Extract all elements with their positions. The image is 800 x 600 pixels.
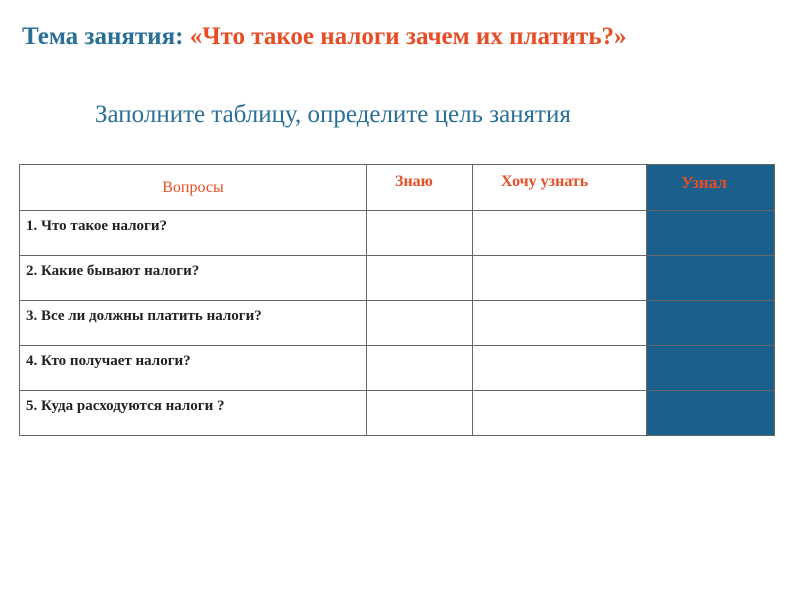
column-header-know: Знаю [367, 165, 473, 211]
column-header-want-to-know: Хочу узнать [473, 165, 647, 211]
learned-cell[interactable] [647, 346, 775, 391]
want-to-know-cell[interactable] [473, 346, 647, 391]
want-to-know-cell[interactable] [473, 391, 647, 436]
know-cell[interactable] [367, 256, 473, 301]
question-cell: 4. Кто получает налоги? [20, 346, 367, 391]
know-cell[interactable] [367, 346, 473, 391]
know-cell[interactable] [367, 211, 473, 256]
kwl-table [19, 164, 775, 436]
lesson-title [22, 22, 627, 52]
learned-cell[interactable] [647, 391, 775, 436]
table-row [20, 256, 775, 301]
column-header-questions: Вопросы [20, 165, 367, 211]
table-row [20, 391, 775, 436]
learned-cell[interactable] [647, 301, 775, 346]
want-to-know-cell[interactable] [473, 301, 647, 346]
want-to-know-cell[interactable] [473, 256, 647, 301]
learned-cell[interactable] [647, 211, 775, 256]
question-cell: 2. Какие бывают налоги? [20, 256, 367, 301]
table-row [20, 211, 775, 256]
title-label: Тема занятия: [22, 23, 184, 50]
table-row [20, 301, 775, 346]
table-row [20, 346, 775, 391]
column-header-learned: Узнал [647, 165, 775, 211]
learned-cell[interactable] [647, 256, 775, 301]
table-header-row [20, 165, 775, 211]
question-cell: 5. Куда расходуются налоги ? [20, 391, 367, 436]
instruction-text: Заполните таблицу, определите цель занятия [95, 101, 571, 128]
question-cell: 1. Что такое налоги? [20, 211, 367, 256]
know-cell[interactable] [367, 301, 473, 346]
want-to-know-cell[interactable] [473, 211, 647, 256]
know-cell[interactable] [367, 391, 473, 436]
title-topic: «Что такое налоги зачем их платить?» [189, 23, 627, 50]
question-cell: 3. Все ли должны платить налоги? [20, 301, 367, 346]
